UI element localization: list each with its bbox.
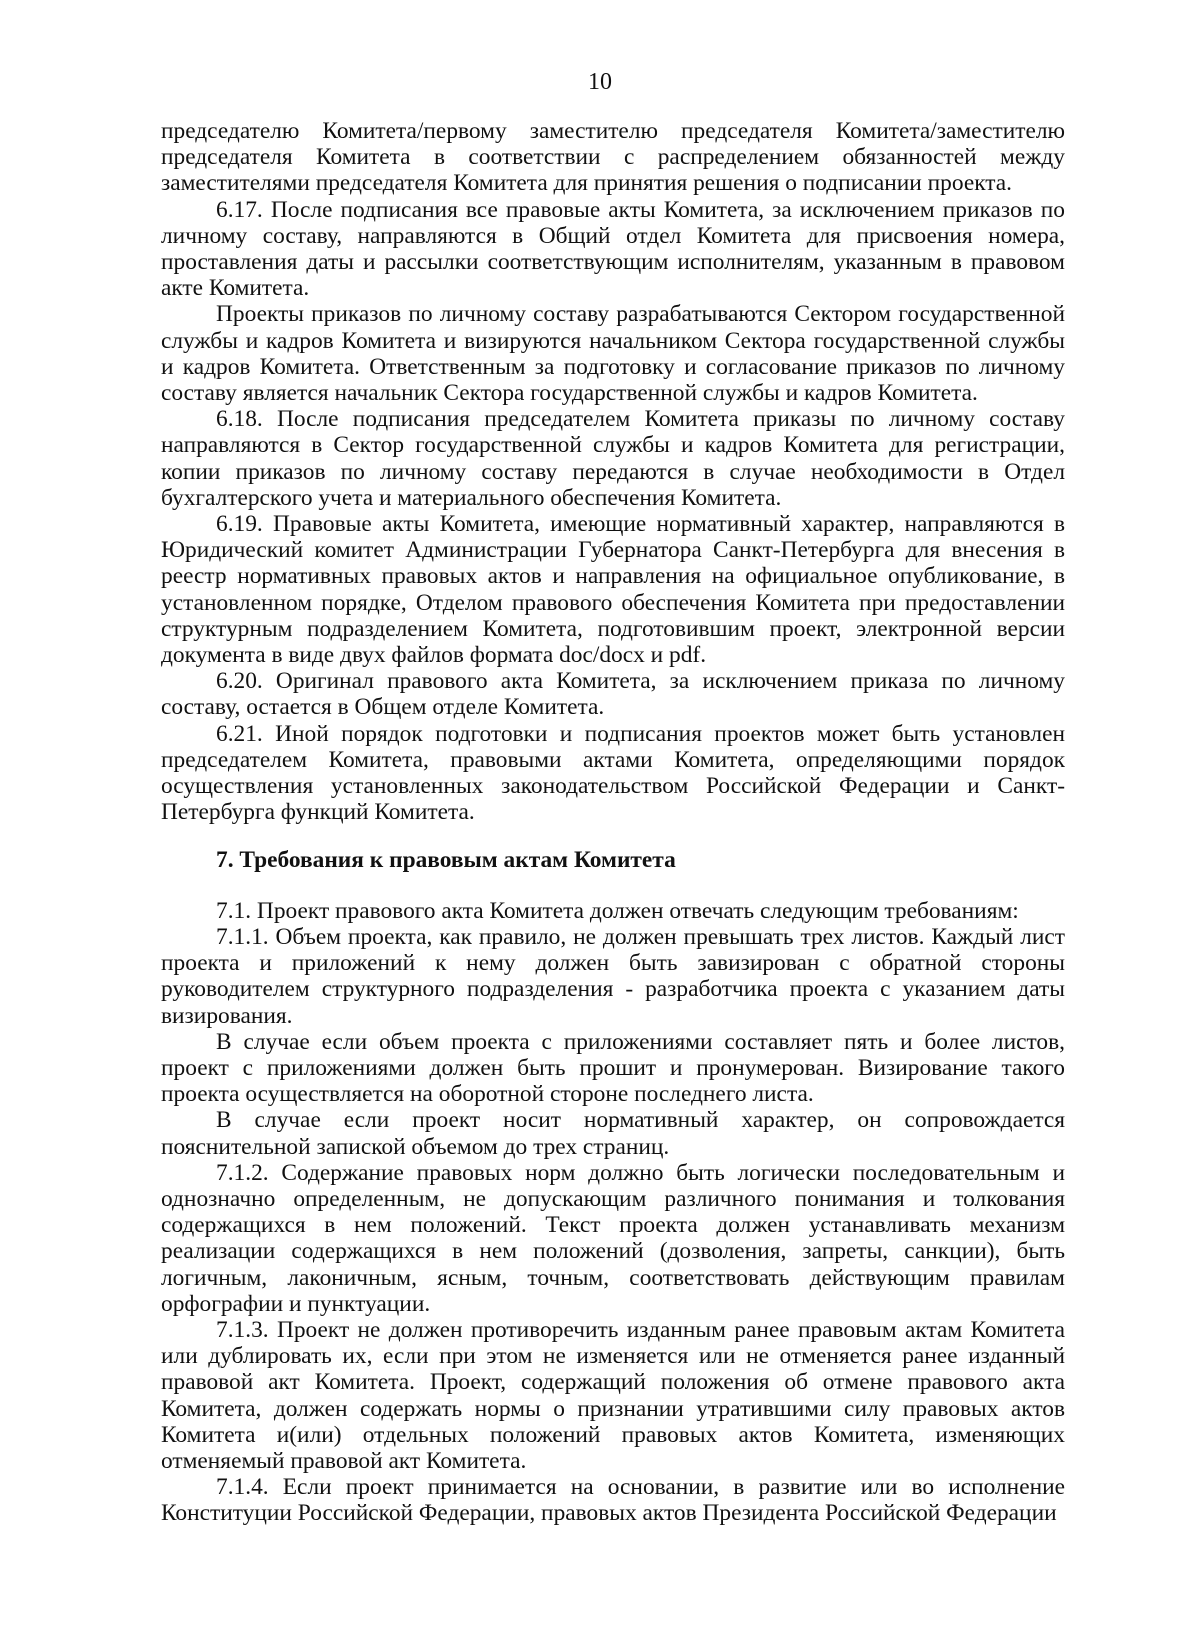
paragraph: В случае если проект носит нормативный характер, он сопровождается пояснительной запиской объемом до трех страниц. <box>161 1107 1065 1160</box>
paragraph-7-1-1: 7.1.1. Объем проекта, как правило, не должен превышать трех листов. Каждый лист проекта и приложений к нему должен быть завизирован с обратной стороны руководителем структурного подразделения - разработчика проекта с указанием даты визирования. <box>161 923 1065 1029</box>
paragraph: В случае если объем проекта с приложениями составляет пять и более листов, проект с приложениями должен быть прошит и пронумерован. Визирование такого проекта осуществляется на оборотной стороне последнего листа. <box>161 1028 1065 1108</box>
section-heading: 7. Требования к правовым актам Комитета <box>216 847 676 874</box>
paragraph-6-21: 6.21. Иной порядок подготовки и подписания проектов может быть установлен председателем Комитета, правовыми актами Комитета, определяющими порядок осуществления установленных законодательством Российской Федерации и Санкт-Петербурга функций Комитета. <box>161 720 1065 826</box>
paragraph-6-19: 6.19. Правовые акты Комитета, имеющие нормативный характер, направляются в Юридический комитет Администрации Губернатора Санкт-Петербурга для внесения в реестр нормативных правовых актов и направления на официальное опубликование, в установленном порядке, Отделом правового обеспечения Комитета при предоставлении структурным подразделением Комитета, подготовившим проект, электронной версии документа в виде двух файлов формата doc/docx и pdf. <box>161 511 1065 669</box>
paragraph: председателю Комитета/первому заместителю председателя Комитета/заместителю председателя Комитета в соответствии с распределением обязанностей между заместителями председателя Комитета для принятия решения о подписании проекта. <box>161 118 1065 197</box>
paragraph-7-1-4: 7.1.4. Если проект принимается на основании, в развитие или во исполнение Конституции Российской Федерации, правовых актов Президента Российской Федерации <box>161 1474 1065 1527</box>
paragraph-6-17: 6.17. После подписания все правовые акты Комитета, за исключением приказов по личному составу, направляются в Общий отдел Комитета для присвоения номера, проставления даты и рассылки соответствующим исполнителям, указанным в правовом акте Комитета. <box>161 196 1065 302</box>
page-number: 10 <box>588 69 612 95</box>
paragraph-6-20: 6.20. Оригинал правового акта Комитета, за исключением приказа по личному составу, остается в Общем отделе Комитета. <box>161 668 1065 721</box>
paragraph-6-18: 6.18. После подписания председателем Комитета приказы по личному составу направляются в Сектор государственной службы и кадров Комитета для регистрации, копии приказов по личному составу передаются в случае необходимости в Отдел бухгалтерского учета и материального обеспечения Комитета. <box>161 406 1065 511</box>
paragraph-7-1: 7.1. Проект правового акта Комитета должен отвечать следующим требованиям: <box>216 897 1019 924</box>
paragraph: Проекты приказов по личному составу разрабатываются Сектором государственной службы и кадров Комитета и визируются начальником Сектора государственной службы и кадров Комитета. Ответственным за подготовку и согласование приказов по личному составу является начальник Сектора государственной службы и кадров Комитета. <box>161 301 1065 407</box>
paragraph-7-1-2: 7.1.2. Содержание правовых норм должно быть логически последовательным и однозначно определенным, не допускающим различного понимания и толкования содержащихся в нем положений. Текст проекта должен устанавливать механизм реализации содержащихся в нем положений (дозволения, запреты, санкции), быть логичным, лаконичным, ясным, точным, соответствовать действующим правилам орфографии и пунктуации. <box>161 1159 1065 1317</box>
document-body <box>161 118 1065 1527</box>
paragraph-7-1-3: 7.1.3. Проект не должен противоречить изданным ранее правовым актам Комитета или дублировать их, если при этом не изменяется или не отменяется ранее изданный правовой акт Комитета. Проект, содержащий положения об отмене правового акта Комитета, должен содержать нормы о признании утратившими силу правовых актов Комитета и(или) отдельных положений правовых актов Комитета, изменяющих отменяемый правовой акт Комитета. <box>161 1316 1065 1474</box>
